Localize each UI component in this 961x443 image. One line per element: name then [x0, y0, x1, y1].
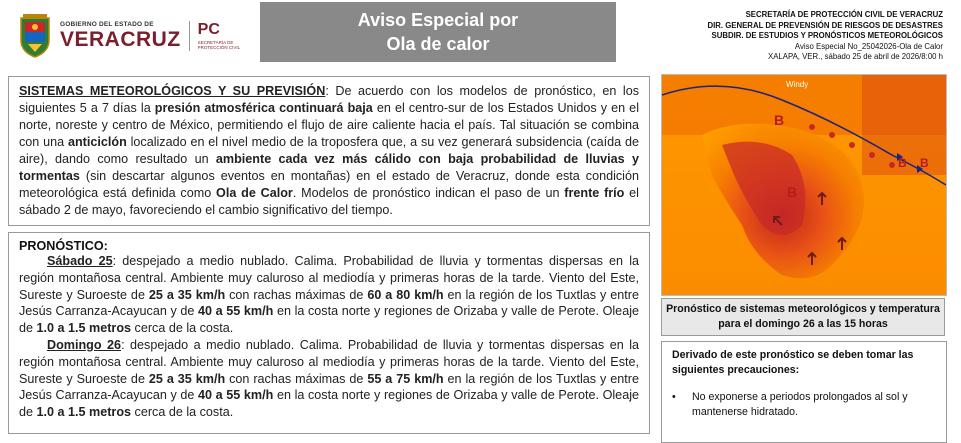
text-run: con rachas máximas de: [225, 287, 368, 302]
text-run: . Modelos de pronóstico indican el paso de un: [292, 186, 565, 200]
pronostico-section: [8, 232, 650, 434]
pc-subtitle: SECRETARÍA DE PROTECCIÓN CIVIL: [197, 39, 241, 50]
sistemas-section: [8, 76, 650, 226]
text-run: el sábado 2 de mayo, favoreciendo el cambio significativo del tiempo.: [19, 186, 639, 217]
text-run-bold: Ola de Calor: [216, 186, 293, 200]
precaution-item: [672, 390, 936, 420]
forecast-day-paragraph: [19, 337, 639, 421]
forecast-day-label: Domingo 26: [47, 337, 122, 352]
text-run-bold: 25 a 35 km/h: [148, 287, 226, 302]
text-run: : despejado a medio nublado. Calima. Probabilidad de lluvia y tormentas dispersas en la región montañosa central. Ambiente muy caluroso al mediodía y primeras horas de la tarde. Viento del Este, Sureste y Suroeste de: [19, 337, 639, 386]
text-run: en la costa norte y regiones de Orizaba y valle de Perote. Oleaje de: [19, 304, 639, 336]
text-run-bold: 1.0 a 1.5 metros: [36, 321, 132, 336]
forecast-day-paragraph: [19, 253, 639, 337]
text-run: : despejado a medio nublado. Calima. Probabilidad de lluvia y tormentas dispersas en la región montañosa central. Ambiente muy caluroso al mediodía y primeras horas de la tarde. Viento del Este, Sureste y Suroeste de: [19, 254, 639, 302]
issuer-line: SECRETARÍA DE PROTECCIÓN CIVIL DE VERACRUZ: [745, 10, 943, 19]
windy-brand: Windy: [786, 80, 809, 89]
veracruz-logo: [18, 12, 248, 60]
text-run: en la región de los Tuxtlas y entre Jesús Carranza-Acayucan y de: [19, 371, 639, 403]
text-run-bold: 55 a 75 km/h: [367, 371, 444, 386]
notice-title-line1: Aviso Especial por: [357, 10, 519, 30]
low-pressure-marker: B: [774, 112, 785, 128]
text-run-bold: 1.0 a 1.5 metros: [36, 405, 132, 420]
forecast-map-image: [662, 75, 946, 295]
text-run: con rachas máximas de: [225, 371, 368, 386]
text-run: en el centro-sur de los Estados Unidos y en el norte, noreste y centro de México, permitiendo el flujo de aire caliente hacia el país. Tal situación se combina con una: [19, 101, 639, 149]
issuer-block: [613, 10, 943, 63]
issuer-line: SUBDIR. DE ESTUDIOS Y PRONÓSTICOS METEOROLÓGICOS: [711, 31, 943, 41]
pc-wordmark: PC: [197, 20, 220, 38]
gov-label: GOBIERNO DEL ESTADO DE: [60, 20, 154, 28]
forecast-map: [661, 74, 947, 296]
text-run: (sin descartar algunos eventos en montañas) en el estado de Veracruz, donde esta condición meteorológica está definida como: [19, 169, 639, 200]
forecast-day-label: Sábado 25: [47, 254, 113, 268]
issuer-line: DIR. GENERAL DE PREVENSIÓN DE RIESGOS DE DESASTRES: [707, 20, 943, 30]
sistemas-paragraph: [19, 83, 639, 219]
low-pressure-marker: B: [787, 184, 798, 200]
text-run: en la región de los Tuxtlas y entre Jesús Carranza-Acayucan y de: [19, 287, 639, 319]
low-pressure-marker: B: [898, 156, 907, 170]
map-caption: Pronóstico de sistemas meteorológicos y temperatura para el domingo 26 a las 15 horas: [661, 298, 945, 336]
text-run-bold: presión atmosférica continuará baja: [154, 101, 373, 115]
notice-title: [260, 2, 616, 62]
text-run: : De acuerdo con los modelos de pronóstico, en los siguientes 5 a 7 días la: [19, 84, 640, 115]
sistemas-heading: SISTEMAS METEOROLÓGICOS Y SU PREVISIÓN: [19, 84, 326, 98]
text-run: cerca de la costa.: [131, 321, 234, 336]
issue-date: XALAPA, VER., sábado 25 de abril de 2026/8:00 h: [768, 52, 943, 62]
notice-number: Aviso Especial No_25042026-Ola de Calor: [794, 41, 943, 51]
text-run-bold: 60 a 80 km/h: [367, 287, 444, 302]
precautions-section: [661, 341, 947, 443]
state-seal-icon: [18, 14, 52, 58]
pronostico-heading: PRONÓSTICO:: [19, 239, 108, 253]
text-run-bold: ambiente cada vez más cálido con baja probabilidad de lluvias y tormentas: [19, 152, 639, 183]
low-pressure-marker: B: [920, 156, 929, 170]
text-run: cerca de la costa.: [131, 405, 234, 420]
text-run-bold: 40 a 55 km/h: [198, 304, 274, 319]
precautions-heading: Derivado de este pronóstico se deben tomar las siguientes precauciones:: [672, 349, 914, 376]
precaution-text: No exponerse a periodos prolongados al sol y mantenerse hidratado.: [692, 391, 908, 418]
text-run: localizado en el nivel medio de la troposfera que, a su vez generará subsidencia (caída de aire), dando como resultado un: [19, 135, 639, 166]
text-run-bold: anticiclón: [67, 135, 127, 149]
text-run-bold: frente frío: [564, 186, 625, 200]
veracruz-wordmark: VERACRUZ: [60, 28, 181, 52]
notice-title-line2: Ola de calor: [386, 34, 490, 54]
text-run-bold: 25 a 35 km/h: [148, 371, 226, 386]
bullet-icon: •: [672, 391, 676, 403]
logo-divider: [189, 21, 190, 51]
text-run: en la costa norte y regiones de Orizaba y valle de Perote. Oleaje de: [19, 388, 639, 420]
text-run-bold: 40 a 55 km/h: [198, 388, 274, 403]
